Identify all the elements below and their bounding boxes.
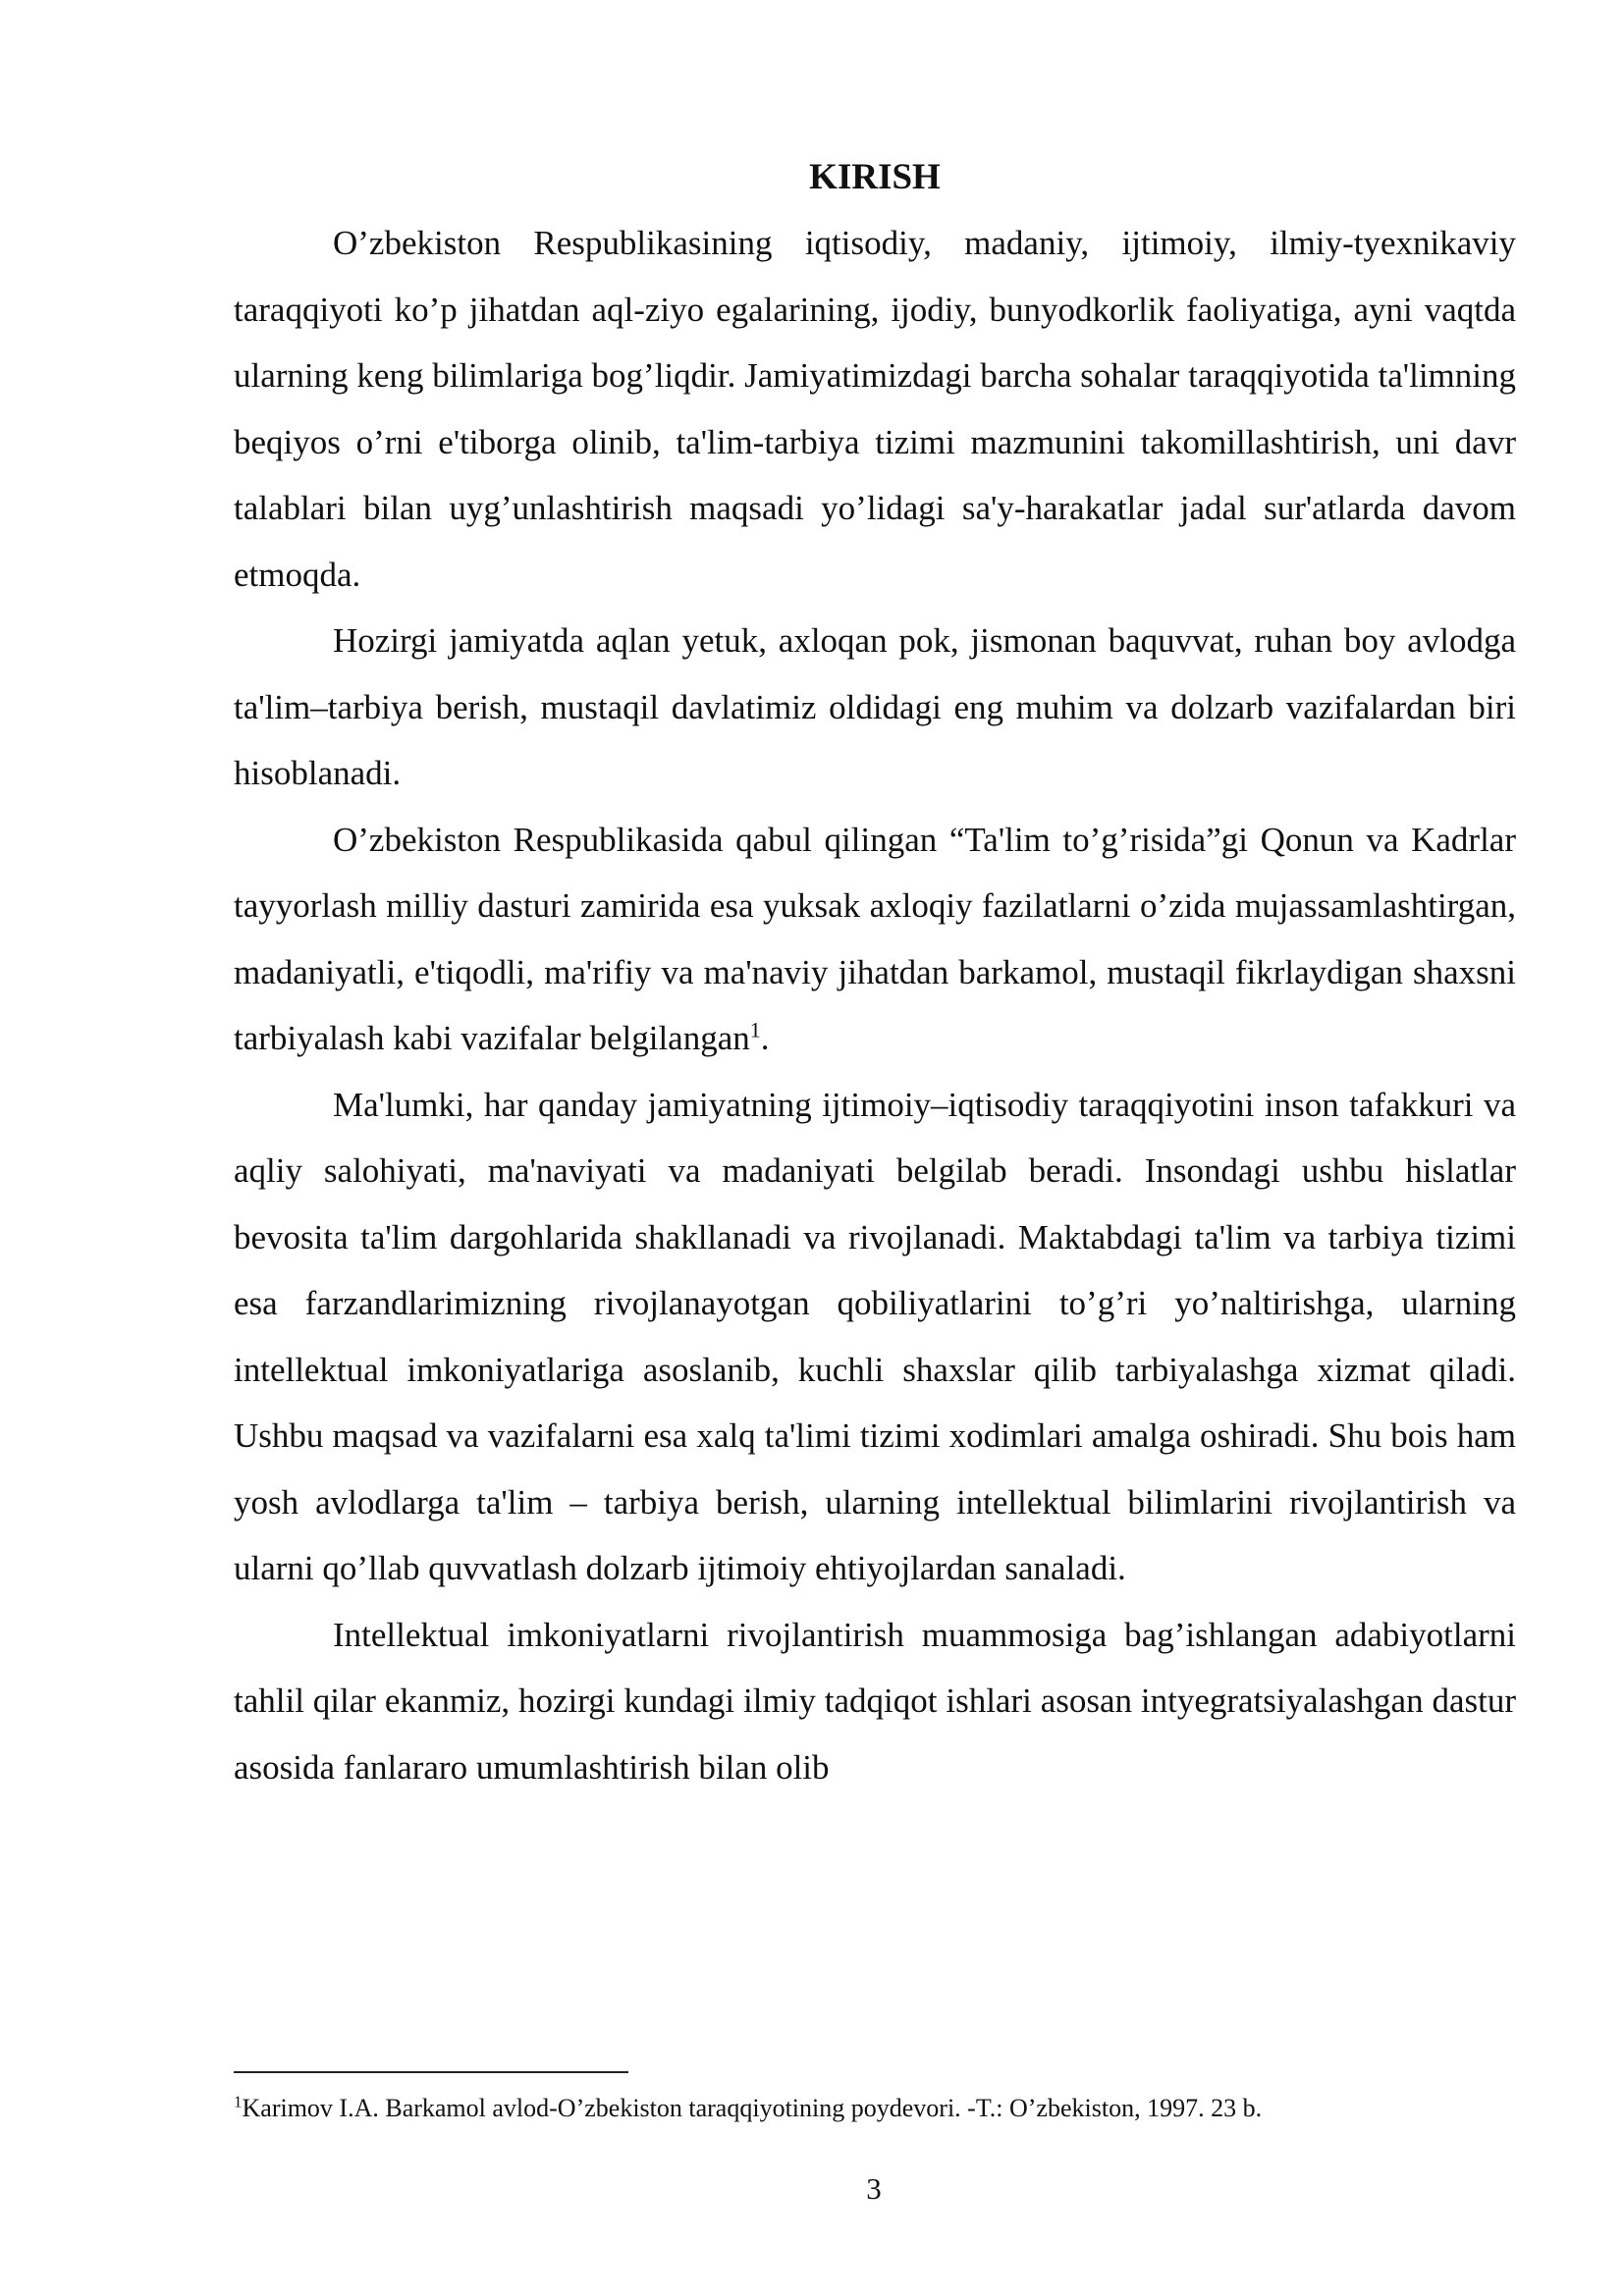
footnote-reference[interactable]: 1 — [749, 1017, 761, 1042]
footnote-marker: 1 — [234, 2092, 243, 2111]
body-text — [234, 210, 1516, 1800]
paragraph-3-trailing: . — [760, 1019, 770, 1057]
footnote-separator — [234, 2071, 628, 2073]
footnote — [234, 2089, 1516, 2128]
paragraph-3 — [234, 807, 1516, 1072]
paragraph-2: Hozirgi jamiyatda aqlan yetuk, axloqan pok, jismonan baquvvat, ruhan boy avlodga ta'lim–tarbiya berish, mustaqil davlatimiz oldidagi eng muhim va dolzarb vazifalardan biri hisoblanadi. — [234, 621, 1516, 792]
paragraph-4: Ma'lumki, har qanday jamiyatning ijtimoiy–iqtisodiy taraqqiyotini inson tafakkuri va aqliy salohiyati, ma'naviyati va madaniyati belgilab beradi. Insondagi ushbu hislatlar bevosita ta'lim dargohlarida shakllanadi va rivojlanadi. Maktabdagi ta'lim va tarbiya tizimi esa farzandlarimizning rivojlanayotgan qobiliyatlarini to’g’ri yo’naltirishga, ularning intellektual imkoniyatlariga asoslanib, kuchli shaxslar qilib tarbiyalashga xizmat qiladi. Ushbu maqsad va vazifalarni esa xalq ta'limi tizimi xodimlari amalga oshiradi. Shu bois ham yosh avlodlarga ta'lim – tarbiya berish, ularning intellektual bilimlarini rivojlantirish va ularni qo’llab quvvatlash dolzarb ijtimoiy ehtiyojlardan sanaladi. — [234, 1085, 1516, 1587]
section-heading: KIRISH — [809, 157, 941, 197]
paragraph-1: O’zbekiston Respublikasining iqtisodiy, madaniy, ijtimoiy, ilmiy-tyexnikaviy taraqqiyoti ko’p jihatdan aql-ziyo egalarining, ijodiy, bunyodkorlik faoliyatiga, ayni vaqtda ularning keng bilimlariga bog’liqdir. Jamiyatimizdagi barcha sohalar taraqqiyotida ta'limning beqiyos o’rni e'tiborga olinib, ta'lim-tarbiya tizimi mazmunini takomillashtirish, uni davr talablari bilan uyg’unlashtirish maqsadi yo’lidagi sa'y-harakatlar jadal sur'atlarda davom etmoqda. — [234, 224, 1516, 594]
page-number: 3 — [866, 2171, 882, 2206]
footnote-text: Karimov I.A. Barkamol avlod-O’zbekiston taraqqiyotining poydevori. -T.: O’zbekiston, 1997. 23 b. — [242, 2094, 1263, 2122]
paragraph-3-text: O’zbekiston Respublikasida qabul qilingan “Ta'lim to’g’risida”gi Qonun va Kadrlar tayyorlash milliy dasturi zamirida esa yuksak axloqiy fazilatlarni o’zida mujassamlashtirgan, madaniyatli, e'tiqodli, ma'rifiy va ma'naviy jihatdan barkamol, mustaqil fikrlaydigan shaxsni tarbiyalash kabi vazifalar belgilangan — [234, 820, 1516, 1057]
paragraph-5: Intellektual imkoniyatlarni rivojlantirish muammosiga bag’ishlangan adabiyotlarni tahlil qilar ekanmiz, hozirgi kundagi ilmiy tadqiqot ishlari asosan intyegratsiyalashgan dastur asosida fanlararo umumlashtirish bilan olib — [234, 1615, 1516, 1787]
